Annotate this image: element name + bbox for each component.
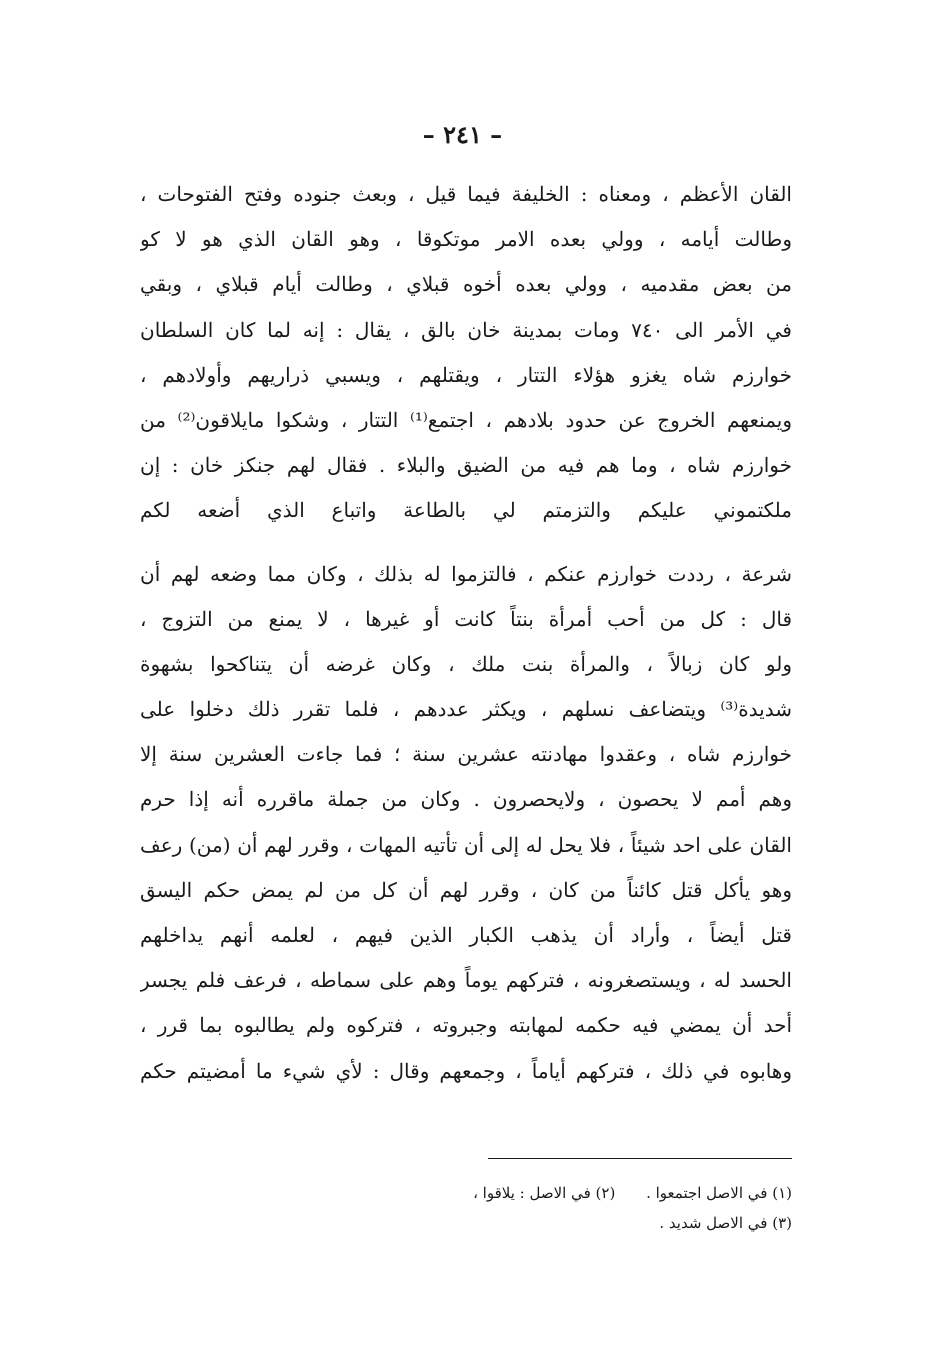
text-line: خوارزم شاه يغزو هؤلاء التتار ، ويقتلهم ، ويسبي ذراريهم وأولادهم ،	[140, 362, 792, 387]
text-line: ويمنعهم الخروج عن حدود بلادهم ، اجتمع⁽¹⁾ التتار ، وشكوا مايلاقون⁽²⁾ من	[140, 407, 792, 432]
text-line: شرعة ، رددت خوارزم عنكم ، فالتزموا له بذلك ، وكان مما وضعه لهم أن	[140, 561, 792, 586]
text-line: الحسد له ، ويستصغرونه ، فتركهم يوماً وهم على سماطه ، فرعف فلم يجسر	[140, 968, 792, 993]
footnote-line	[140, 1178, 792, 1208]
footnote-text: في الاصل شديد .	[659, 1214, 768, 1232]
text-line: ملكتموني عليكم والتزمتم لي بالطاعة واتباع الذي أضعه لكم	[140, 498, 792, 523]
footnote-2	[473, 1178, 615, 1208]
text-line: قال : كل من أحب أمرأة بنتاً كانت أو غيرها ، لا يمنع من التزوج ،	[140, 606, 792, 631]
text-line: من بعض مقدميه ، وولي بعده أخوه قبلاي ، وطالت أيام قبلاي ، وبقي	[140, 272, 792, 297]
footnote-divider	[488, 1158, 792, 1159]
text-line: أحد أن يمضي فيه حكمه لمهابته وجبروته ، فتركوه ولم يطالبوه بما قرر ،	[140, 1013, 792, 1038]
text-line: القان الأعظم ، ومعناه : الخليفة فيما قيل ، وبعث جنوده وفتح الفتوحات ،	[140, 182, 792, 206]
text-line: وهو يأكل قتل كائناً من كان ، وقرر لهم أن كل من لم يمض حكم اليسق	[140, 877, 792, 902]
footnote-line	[140, 1208, 792, 1238]
text-line: وهابوه في ذلك ، فتركهم أياماً ، وجمعهم وقال : لأي شيء ما أمضيتم حكم	[140, 1058, 792, 1083]
page-number: – ٢٤١ –	[422, 120, 503, 149]
paragraph-gap	[140, 534, 792, 552]
text-line: القان على احد شيئاً ، فلا يحل له إلى أن تأتيه المهات ، وقرر لهم أن (من) رعف	[140, 832, 792, 857]
footnotes	[140, 1178, 792, 1238]
footnote-3	[659, 1208, 792, 1238]
text-line: ولو كان زبالاً ، والمرأة بنت ملك ، وكان غرضه أن يتناكحوا بشهوة	[140, 651, 792, 676]
text-line: وطالت أيامه ، وولي بعده الامر موتكوقا ، وهو القان الذي هو لا كو	[140, 227, 792, 252]
footnote-mark: (٢)	[595, 1184, 616, 1202]
text-line: قتل أيضاً ، وأراد أن يذهب الكبار الذين فيهم ، لعلمه أنهم يداخلهم	[140, 923, 792, 947]
body-text	[140, 172, 792, 1094]
text-line: في الأمر الى ٧٤٠ ومات بمدينة خان بالق ، يقال : إنه لما كان السلطان	[140, 317, 792, 342]
text-line: وهم أمم لا يحصون ، ولايحصرون . وكان من جملة ماقرره أنه إذا حرم	[140, 787, 792, 812]
text-line: شديدة⁽³⁾ ويتضاعف نسلهم ، ويكثر عددهم ، فلما تقرر ذلك دخلوا على	[140, 697, 792, 722]
text-line: خوارزم شاه ، وما هم فيه من الضيق والبلاء . فقال لهم جنكز خان : إن	[140, 453, 792, 478]
text-line: خوارزم شاه ، وعقدوا مهادنته عشرين سنة ؛ فما جاءت العشرين سنة إلا	[140, 742, 792, 767]
footnote-1	[646, 1178, 792, 1208]
footnote-mark: (١)	[772, 1184, 792, 1202]
footnote-mark: (٣)	[772, 1214, 792, 1232]
footnote-text: في الاصل : يلاقوا ،	[473, 1184, 591, 1202]
footnote-text: في الاصل اجتمعوا .	[646, 1184, 768, 1202]
